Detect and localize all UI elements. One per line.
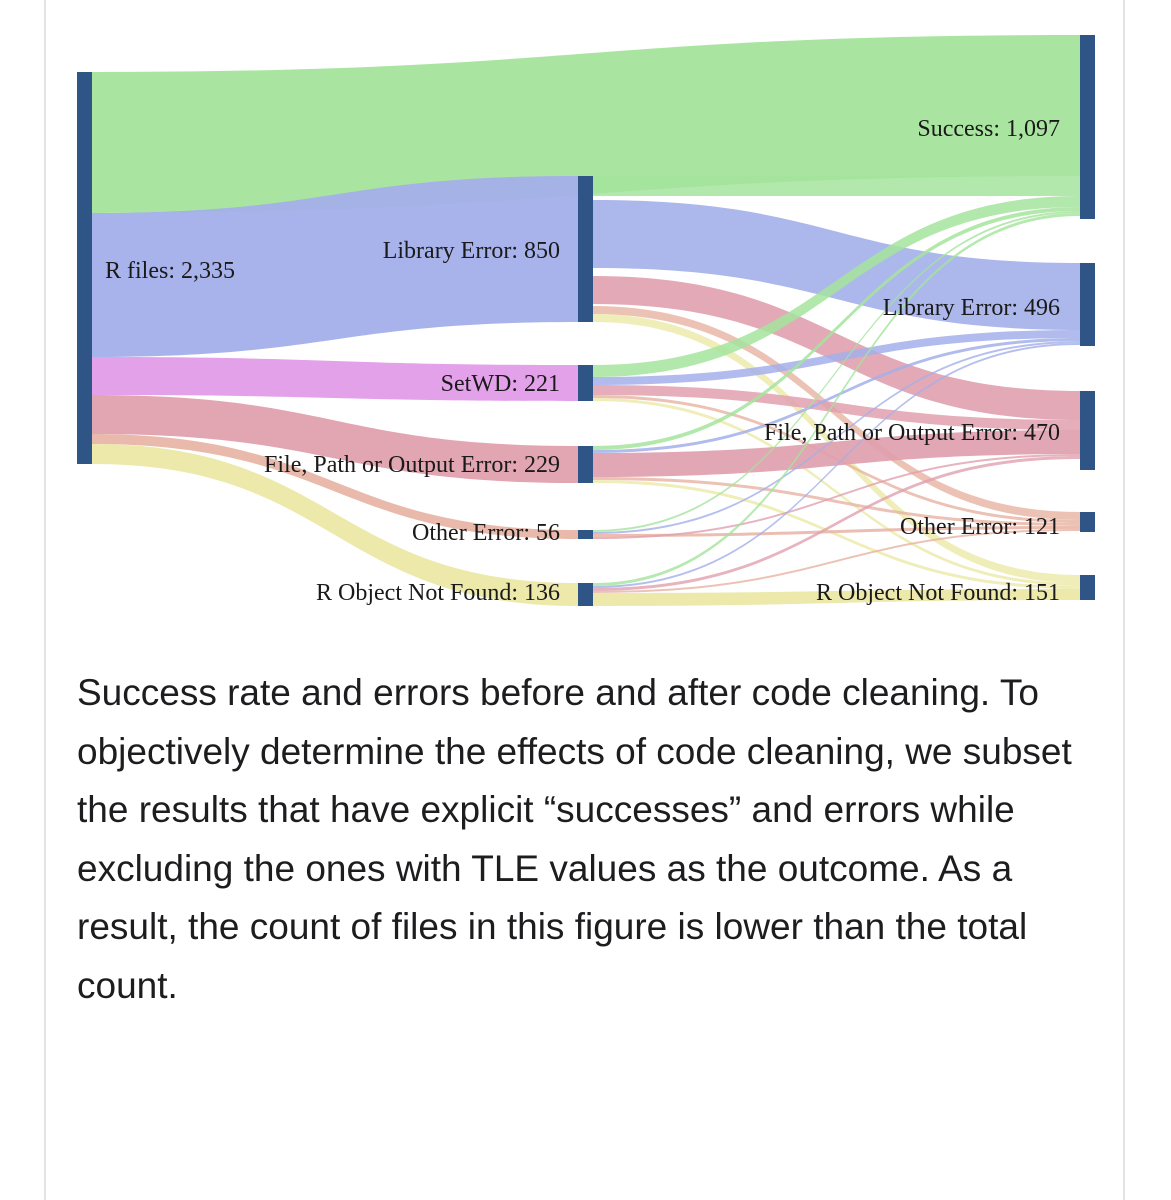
label-after-robject: R Object Not Found: 151 (816, 580, 1060, 606)
label-after-library: Library Error: 496 (882, 295, 1060, 321)
label-before-other: Other Error: 56 (412, 520, 560, 546)
figure-caption: Success rate and errors before and after code cleaning. To objectively determine the effects of code cleaning, we subset the results that have explicit “successes” and errors while excluding the ones with TLE values as the outcome. As a result, the count of files in this figure is lower than the total count. (77, 672, 1072, 1006)
link-library-to-success (593, 176, 1080, 196)
node-before-setwd (578, 365, 593, 401)
label-after-file: File, Path or Output Error: 470 (764, 420, 1060, 446)
node-after-robject (1080, 575, 1095, 600)
node-after-library (1080, 263, 1095, 346)
node-source (77, 72, 92, 464)
node-before-other (578, 530, 593, 539)
label-after-success: Success: 1,097 (917, 116, 1060, 142)
node-before-file (578, 446, 593, 483)
source-label: R files: 2,335 (105, 258, 235, 284)
node-after-other (1080, 512, 1095, 532)
node-before-library (578, 176, 593, 322)
node-after-file (1080, 391, 1095, 470)
node-before-robject (578, 583, 593, 606)
label-before-library: Library Error: 850 (382, 238, 560, 264)
node-after-success (1080, 35, 1095, 219)
label-after-other: Other Error: 121 (900, 514, 1060, 540)
label-before-setwd: SetWD: 221 (440, 371, 560, 397)
label-before-file: File, Path or Output Error: 229 (264, 452, 560, 478)
label-before-robject: R Object Not Found: 136 (316, 580, 560, 606)
